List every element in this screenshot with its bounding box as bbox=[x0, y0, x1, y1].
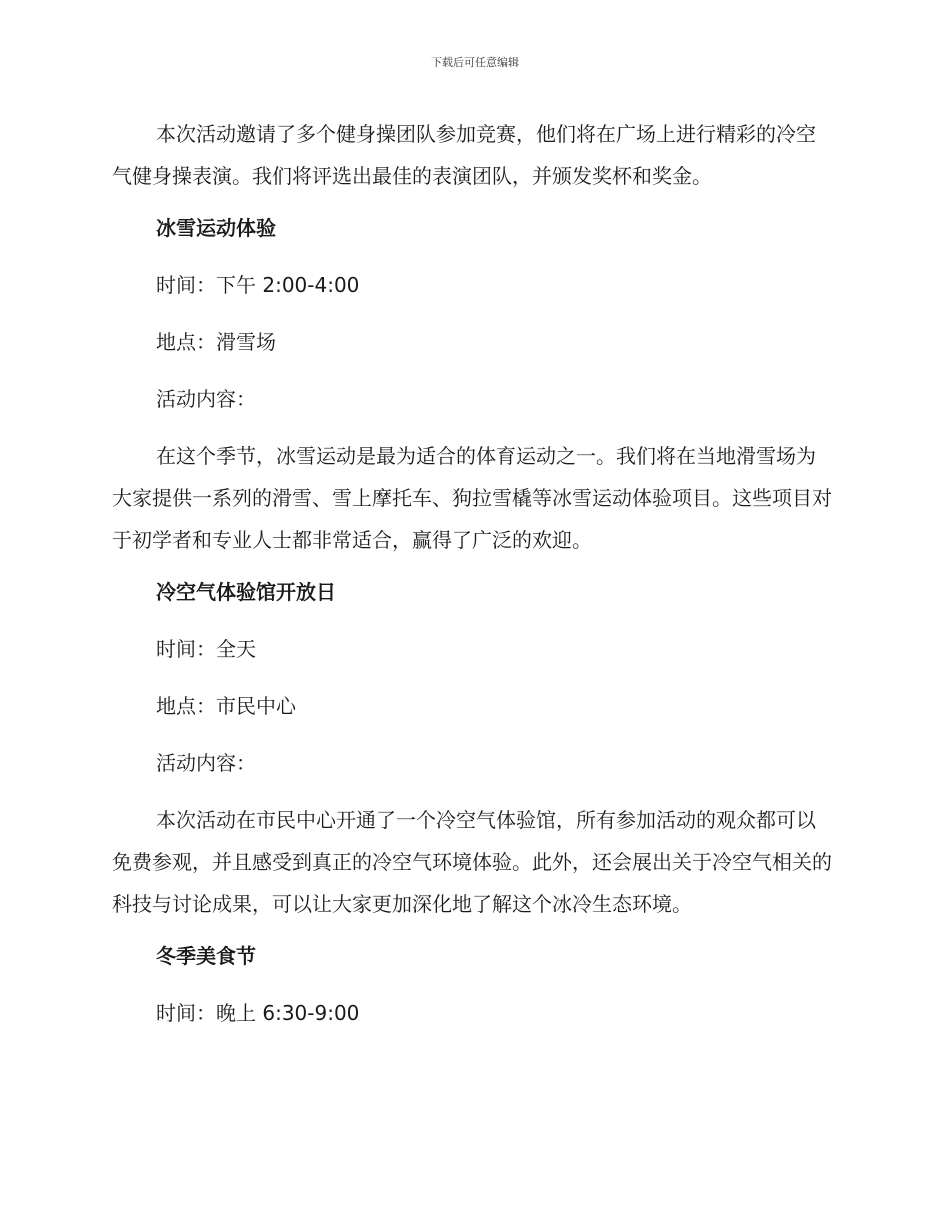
paragraph-snow-sports: 在这个季节，冰雪运动是最为适合的体育运动之一。我们将在当地滑雪场为大家提供一系列的滑雪、雪上摩托车、狗拉雪橇等冰雪运动体验项目。这些项目对于初学者和专业人士都非常适合，赢得了广泛的欢迎。 bbox=[112, 444, 832, 552]
time-value: 下午 2:00-4:00 bbox=[216, 273, 360, 297]
snow-sports-place bbox=[112, 321, 832, 363]
place-value: 滑雪场 bbox=[216, 330, 276, 354]
section-heading-snow-sports: 冰雪运动体验 bbox=[156, 216, 276, 240]
paragraph-cold-air-hall: 本次活动在市民中心开通了一个冷空气体验馆，所有参加活动的观众都可以免费参观，并且感受到真正的冷空气环境体验。此外，还会展出关于冷空气相关的科技与讨论成果，可以让大家更加深化地了解这个冰冷生态环境。 bbox=[112, 808, 832, 916]
snow-sports-content-label: 活动内容： bbox=[156, 387, 256, 411]
time-label: 时间： bbox=[156, 273, 216, 297]
place-label: 地点： bbox=[156, 694, 216, 718]
winter-food-time bbox=[112, 992, 832, 1034]
time-value: 全天 bbox=[216, 637, 256, 661]
section-heading-winter-food: 冬季美食节 bbox=[156, 944, 256, 968]
snow-sports-time bbox=[112, 264, 832, 306]
place-label: 地点： bbox=[156, 330, 216, 354]
place-value: 市民中心 bbox=[216, 694, 296, 718]
header-note: 下载后可任意编辑 bbox=[431, 56, 519, 69]
document-body bbox=[112, 113, 832, 1049]
cold-air-hall-time bbox=[112, 628, 832, 670]
paragraph-fitness-competition: 本次活动邀请了多个健身操团队参加竞赛，他们将在广场上进行精彩的冷空气健身操表演。我们将评选出最佳的表演团队，并颁发奖杯和奖金。 bbox=[112, 122, 816, 188]
time-label: 时间： bbox=[156, 1001, 216, 1025]
time-value: 晚上 6:30-9:00 bbox=[216, 1001, 360, 1025]
cold-air-hall-content-label: 活动内容： bbox=[156, 751, 256, 775]
cold-air-hall-place bbox=[112, 685, 832, 727]
section-heading-cold-air-hall: 冷空气体验馆开放日 bbox=[156, 580, 336, 604]
time-label: 时间： bbox=[156, 637, 216, 661]
